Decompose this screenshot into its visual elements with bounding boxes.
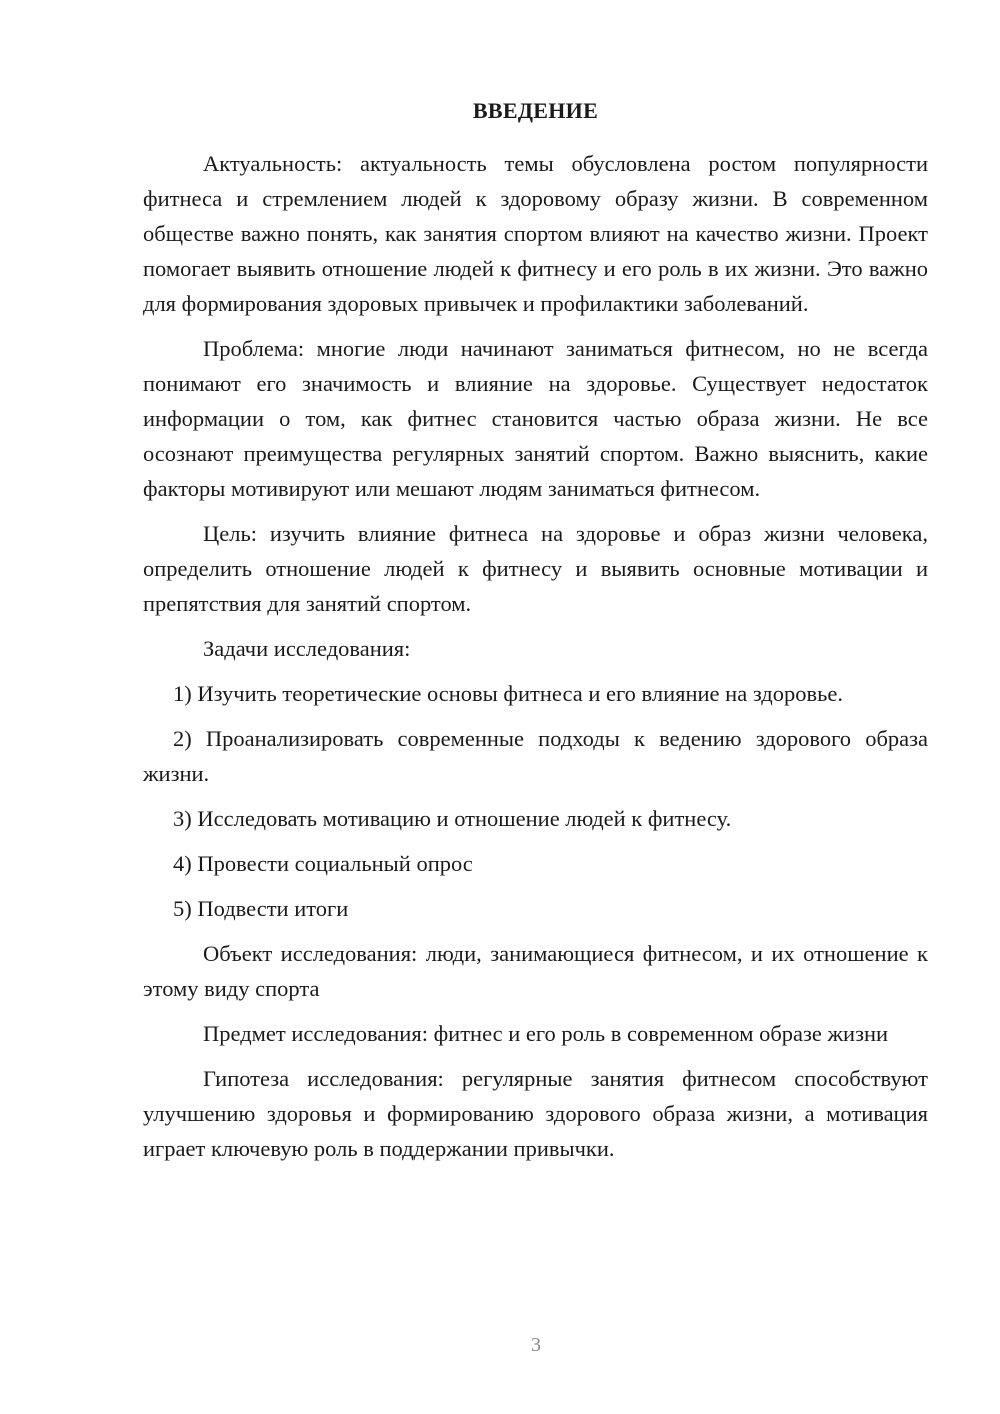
- page-title: ВВЕДЕНИЕ: [472, 98, 599, 123]
- document-page: [143, 96, 928, 1166]
- paragraph-goal: Цель: изучить влияние фитнеса на здоровье и образ жизни человека, определить отношение людей к фитнесу и выявить основные мотивации и препятствия для занятий спортом.: [143, 521, 928, 616]
- list-item: 4) Провести социальный опрос: [173, 851, 473, 876]
- list-item: 5) Подвести итоги: [173, 896, 349, 921]
- list-item: 2) Проанализировать современные подходы к ведению здорового образа жизни.: [143, 726, 928, 786]
- paragraph-object: Объект исследования: люди, занимающиеся фитнесом, и их отношение к этому виду спорта: [143, 941, 928, 1001]
- paragraph-subject: Предмет исследования: фитнес и его роль в современном образе жизни: [203, 1021, 889, 1046]
- tasks-list: [143, 676, 928, 926]
- paragraph-tasks-heading: Задачи исследования:: [203, 636, 411, 661]
- paragraph-relevance: Актуальность: актуальность темы обусловлена ростом популярности фитнеса и стремлением людей к здоровому образу жизни. В современном обществе важно понять, как занятия спортом влияют на качество жизни. Проект помогает выявить отношение людей к фитнесу и его роль в их жизни. Это важно для формирования здоровых привычек и профилактики заболеваний.: [143, 151, 928, 316]
- paragraph-problem: Проблема: многие люди начинают заниматься фитнесом, но не всегда понимают его значимость и влияние на здоровье. Существует недостаток информации о том, как фитнес становится частью образа жизни. Не все осознают преимущества регулярных занятий спортом. Важно выяснить, какие факторы мотивируют или мешают людям заниматься фитнесом.: [143, 336, 928, 501]
- paragraph-hypothesis: Гипотеза исследования: регулярные занятия фитнесом способствуют улучшению здоровья и формированию здорового образа жизни, а мотивация играет ключевую роль в поддержании привычки.: [143, 1066, 928, 1161]
- list-item: 1) Изучить теоретические основы фитнеса и его влияние на здоровье.: [173, 681, 844, 706]
- list-item: 3) Исследовать мотивацию и отношение людей к фитнесу.: [173, 806, 732, 831]
- page-number: 3: [531, 1334, 541, 1356]
